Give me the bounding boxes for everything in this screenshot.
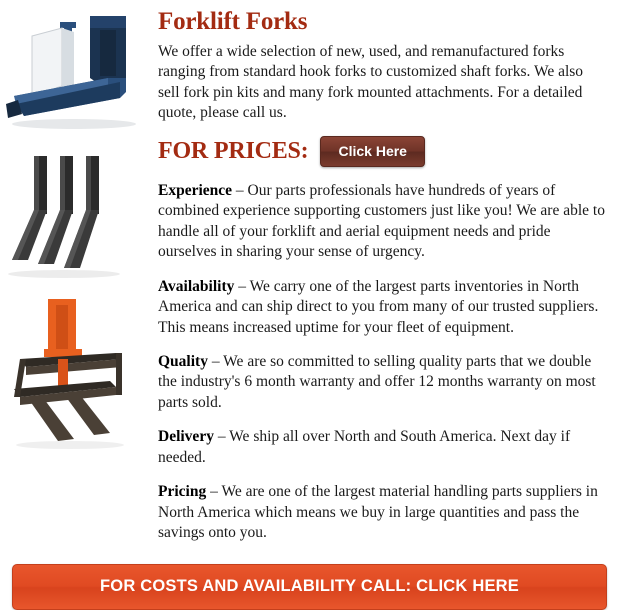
feature-availability-heading: Availability bbox=[158, 277, 235, 295]
feature-pricing bbox=[158, 482, 607, 543]
for-prices-label: FOR PRICES: bbox=[158, 137, 309, 164]
feature-availability bbox=[158, 277, 607, 338]
intro-paragraph: We offer a wide selection of new, used, and remanufactured forks ranging from standard hook forks to customized shaft forks. We also sell fork pin kits and many fork mounted attachments. For a detailed quote, please call us. bbox=[158, 43, 584, 122]
forklift-fork-carriage-photo bbox=[0, 8, 158, 138]
feature-pricing-text: – We are one of the largest material handling parts suppliers in North America which means we buy in large quantities and pass the savings onto you. bbox=[158, 483, 598, 542]
page-title: Forklift Forks bbox=[158, 8, 308, 35]
image-column bbox=[0, 0, 158, 558]
feature-experience-heading: Experience bbox=[158, 181, 233, 199]
feature-experience-text: – Our parts professionals have hundreds of years of combined experience supporting customers just like you! We are able to handle all of your forklift and aerial equipment needs and pride ourselves in sharing your sense of urgency. bbox=[158, 181, 605, 261]
feature-pricing-heading: Pricing bbox=[158, 483, 207, 501]
feature-quality bbox=[158, 352, 607, 413]
forklift-forks-pair-photo bbox=[0, 148, 158, 283]
costs-availability-cta-button[interactable]: FOR COSTS AND AVAILABILITY CALL: CLICK HERE bbox=[12, 564, 607, 610]
feature-experience bbox=[158, 181, 607, 263]
prices-row bbox=[158, 136, 607, 167]
feature-delivery-text: – We ship all over North and South America. Next day if needed. bbox=[158, 428, 571, 466]
text-column bbox=[158, 0, 619, 558]
fork-mounted-attachment-photo bbox=[0, 293, 158, 453]
feature-delivery-heading: Delivery bbox=[158, 428, 214, 446]
click-here-button[interactable]: Click Here bbox=[320, 136, 424, 167]
feature-availability-text: – We carry one of the largest parts inventories in North America and can ship direct to you from many of our trusted suppliers. This means increased uptime for your fleet of equipment. bbox=[158, 277, 599, 336]
feature-delivery bbox=[158, 427, 607, 468]
feature-quality-heading: Quality bbox=[158, 352, 208, 370]
feature-quality-text: – We are so committed to selling quality parts that we double the industry's 6 month warranty and offer 12 months warranty on most parts sold. bbox=[158, 352, 596, 411]
